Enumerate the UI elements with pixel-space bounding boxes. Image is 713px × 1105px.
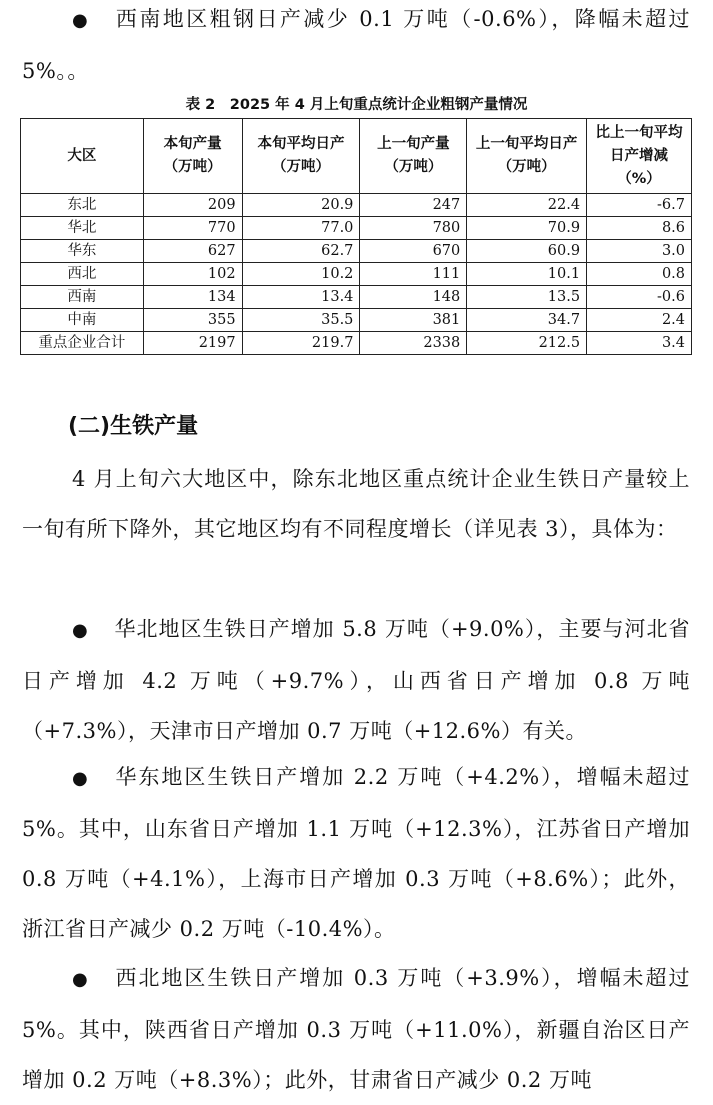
cell-output: 627 [143, 240, 242, 263]
table-total-row [21, 332, 692, 355]
cell-region: 西南 [21, 286, 144, 309]
cell-daily: 20.9 [242, 194, 360, 217]
bullet-marker: ● [72, 969, 89, 990]
cell-prev-daily: 70.9 [467, 217, 587, 240]
cell-change: 2.4 [587, 309, 692, 332]
header-change: 比上一旬平均日产增减（%） [587, 119, 692, 194]
cell-change: -6.7 [587, 194, 692, 217]
cell-region: 西北 [21, 263, 144, 286]
table-row [21, 217, 692, 240]
cell-prev-daily: 60.9 [467, 240, 587, 263]
bullet-paragraph-east [22, 752, 690, 954]
bullet-marker: ● [72, 768, 89, 789]
header-prev-daily: 上一旬平均日产（万吨） [467, 119, 587, 194]
cell-change: 3.4 [587, 332, 692, 355]
bullet-marker: ● [72, 10, 89, 31]
cell-output: 2197 [143, 332, 242, 355]
cell-region: 重点企业合计 [21, 332, 144, 355]
header-output: 本旬产量（万吨） [143, 119, 242, 194]
header-daily: 本旬平均日产（万吨） [242, 119, 360, 194]
bullet-marker: ● [72, 620, 89, 641]
cell-daily: 13.4 [242, 286, 360, 309]
header-region: 大区 [21, 119, 144, 194]
cell-prev-daily: 22.4 [467, 194, 587, 217]
cell-change: -0.6 [587, 286, 692, 309]
cell-prev-output: 670 [360, 240, 467, 263]
cell-output: 209 [143, 194, 242, 217]
cell-output: 770 [143, 217, 242, 240]
cell-daily: 62.7 [242, 240, 360, 263]
section-heading: (二)生铁产量 [68, 414, 199, 439]
cell-daily: 77.0 [242, 217, 360, 240]
cell-prev-output: 247 [360, 194, 467, 217]
cell-change: 3.0 [587, 240, 692, 263]
table-row [21, 263, 692, 286]
top-bullet-paragraph [22, 0, 690, 96]
intro-text: 4 月上旬六大地区中，除东北地区重点统计企业生铁日产量较上一旬有所下降外，其它地区均有不同程度增长（详见表 3），具体为： [22, 467, 690, 541]
header-prev-output: 上一旬产量（万吨） [360, 119, 467, 194]
table-row [21, 240, 692, 263]
cell-output: 102 [143, 263, 242, 286]
bullet-paragraph-north [22, 604, 690, 756]
cell-daily: 10.2 [242, 263, 360, 286]
cell-output: 134 [143, 286, 242, 309]
cell-prev-output: 148 [360, 286, 467, 309]
cell-region: 华北 [21, 217, 144, 240]
bullet-paragraph-northwest [22, 953, 690, 1105]
table-header-row [21, 119, 692, 194]
crude-steel-table [20, 118, 692, 355]
cell-prev-output: 381 [360, 309, 467, 332]
table-caption: 表 2 2025 年 4 月上旬重点统计企业粗钢产量情况 [185, 97, 528, 113]
bullet-text: 华东地区生铁日产增加 2.2 万吨（+4.2%），增幅未超过 5%。其中，山东省日产增加 1.1 万吨（+12.3%），江苏省日产增加 0.8 万吨（+4.1%），上海市日产增加 0.3 万吨（+8.6%）；此外，浙江省日产减少 0.2 万吨（-10.4%）。 [22, 765, 690, 941]
top-bullet-text: 西南地区粗钢日产减少 0.1 万吨（-0.6%），降幅未超过 5%。。 [22, 7, 690, 83]
cell-prev-output: 780 [360, 217, 467, 240]
cell-prev-daily: 34.7 [467, 309, 587, 332]
bullet-text: 华北地区生铁日产增加 5.8 万吨（+9.0%），主要与河北省日产增加 4.2 万吨（+9.7%），山西省日产增加 0.8 万吨（+7.3%），天津市日产增加 0.7 万吨（+12.6%）有关。 [22, 617, 690, 743]
cell-prev-daily: 212.5 [467, 332, 587, 355]
table-row [21, 194, 692, 217]
cell-prev-output: 111 [360, 263, 467, 286]
cell-region: 东北 [21, 194, 144, 217]
cell-region: 华东 [21, 240, 144, 263]
table-row [21, 309, 692, 332]
cell-prev-daily: 13.5 [467, 286, 587, 309]
cell-region: 中南 [21, 309, 144, 332]
cell-change: 0.8 [587, 263, 692, 286]
cell-output: 355 [143, 309, 242, 332]
cell-prev-output: 2338 [360, 332, 467, 355]
table-row [21, 286, 692, 309]
cell-prev-daily: 10.1 [467, 263, 587, 286]
cell-daily: 219.7 [242, 332, 360, 355]
cell-change: 8.6 [587, 217, 692, 240]
bullet-text: 西北地区生铁日产增加 0.3 万吨（+3.9%），增幅未超过 5%。其中，陕西省日产增加 0.3 万吨（+11.0%），新疆自治区日产增加 0.2 万吨（+8.3%）；此外，甘肃省日产减少 0.2 万吨 [22, 966, 690, 1092]
cell-daily: 35.5 [242, 309, 360, 332]
intro-paragraph [22, 454, 690, 554]
